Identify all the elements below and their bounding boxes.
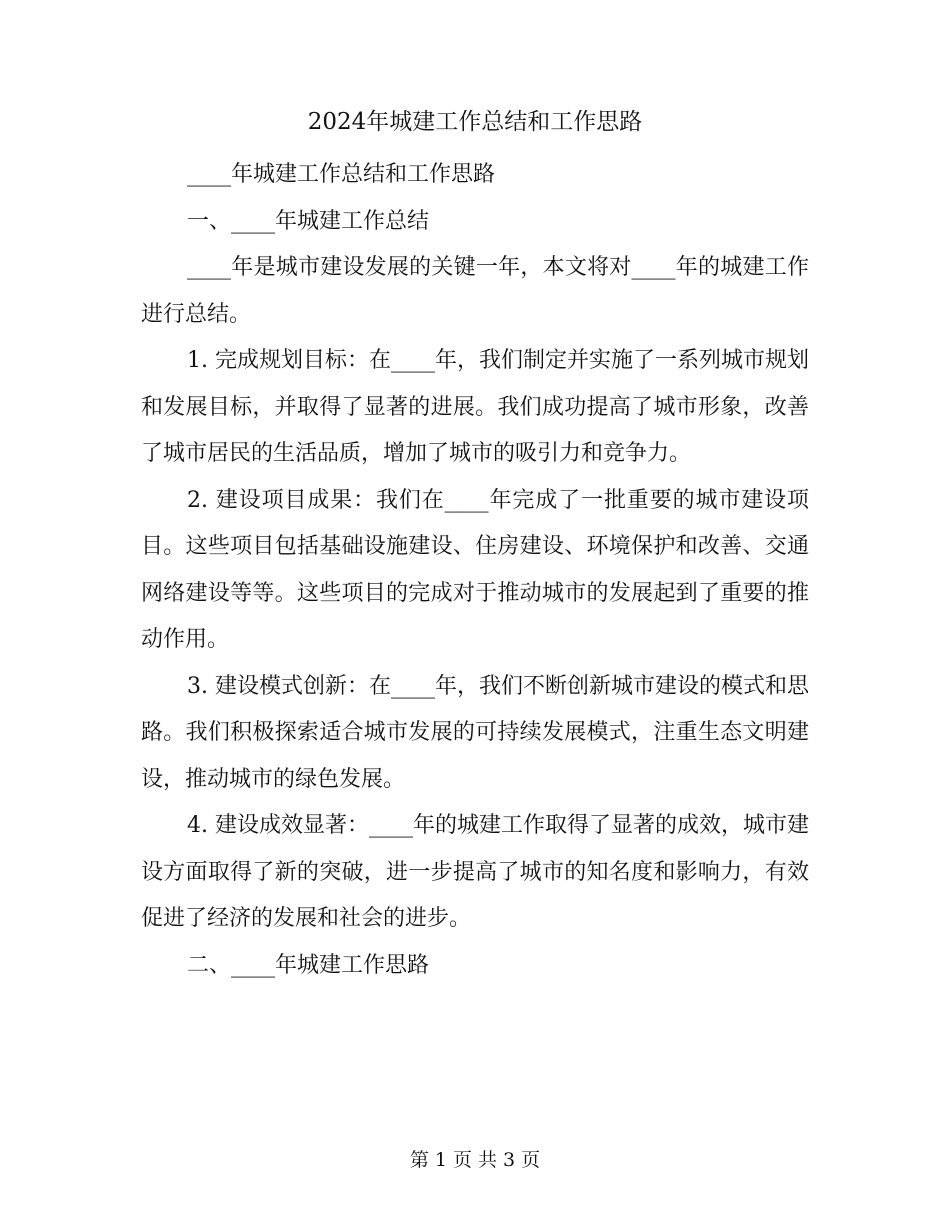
item-project-results: 2. 建设项目成果：我们在____年完成了一批重要的城市建设项目。这些项目包括基础设施建设、住房建设、环境保护和改善、交通网络建设等等。这些项目的完成对于推动城市的发展起到了重要的推动作用。: [141, 487, 809, 652]
subtitle-paragraph: ____年城建工作总结和工作思路: [187, 162, 496, 187]
section-heading-ideas: 二、____年城建工作思路: [187, 952, 430, 978]
item-notable-results: 4. 建设成效显著：____年的城建工作取得了显著的成效，城市建设方面取得了新的突破，进一步提高了城市的知名度和影响力，有效促进了经济的发展和社会的进步。: [141, 813, 809, 931]
document-body: [141, 152, 809, 989]
page-number-footer: 第 1 页 共 3 页: [409, 1149, 541, 1171]
item-model-innovation: 3. 建设模式创新：在____年，我们不断创新城市建设的模式和思路。我们积极探索适合城市发展的可持续发展模式，注重生态文明建设，推动城市的绿色发展。: [141, 673, 809, 792]
intro-paragraph: ____年是城市建设发展的关键一年，本文将对____年的城建工作进行总结。: [141, 255, 809, 327]
document-title: 2024年城建工作总结和工作思路: [307, 109, 643, 135]
section-heading-summary: 一、____年城建工作总结: [187, 208, 430, 234]
item-planning-goals: 1. 完成规划目标：在____年，我们制定并实施了一系列城市规划和发展目标，并取得了显著的进展。我们成功提高了城市形象，改善了城市居民的生活品质，增加了城市的吸引力和竞争力。: [141, 348, 809, 466]
